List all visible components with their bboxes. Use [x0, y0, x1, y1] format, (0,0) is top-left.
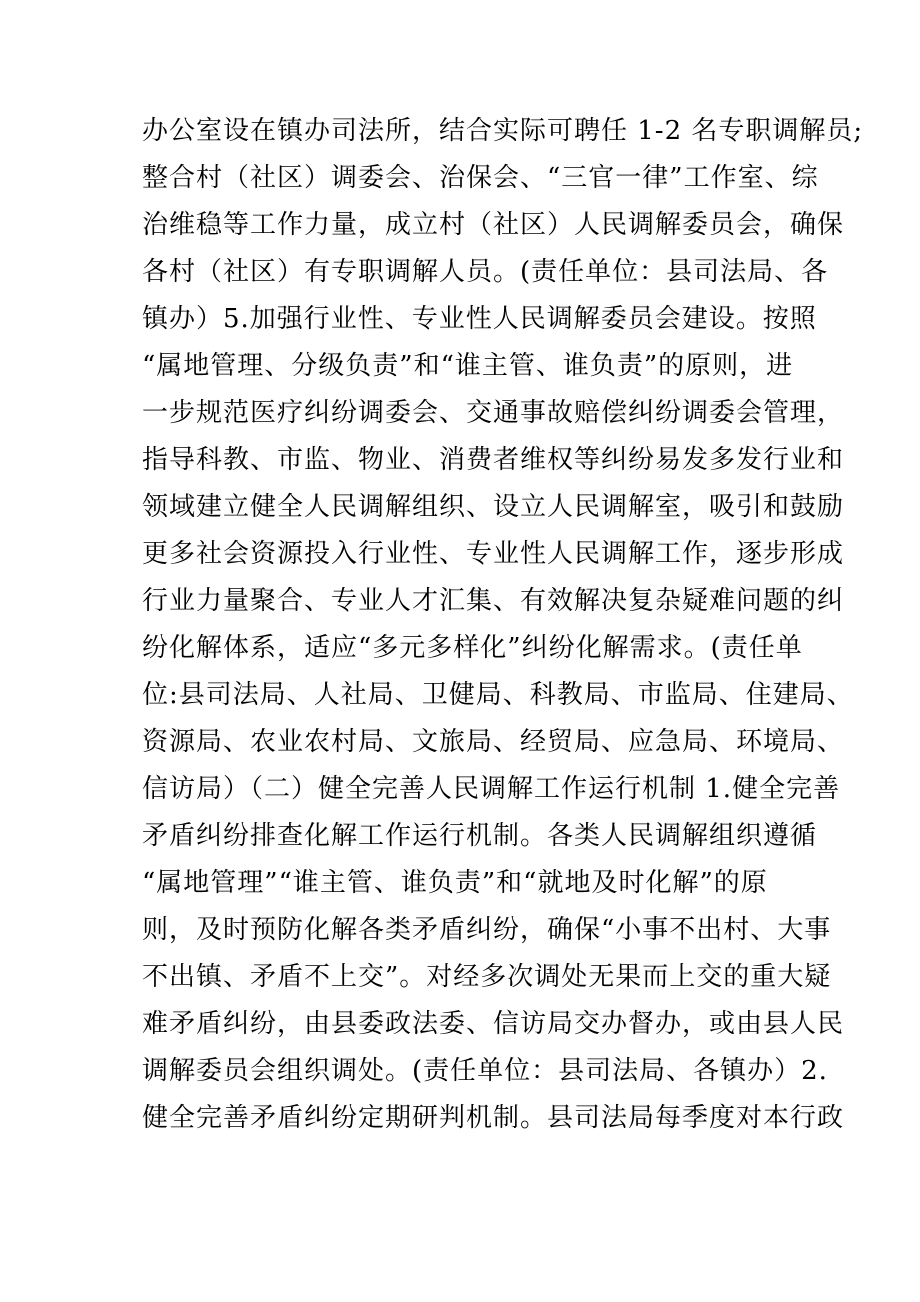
text-line: 资源局、农业农村局、文旅局、经贸局、应急局、环境局、 — [142, 727, 845, 757]
text-line: 难矛盾纠纷，由县委政法委、信访局交办督办，或由县人民 — [142, 1009, 845, 1039]
text-line: 位:县司法局、人社局、卫健局、科教局、市监局、住建局、 — [142, 680, 854, 710]
text-line: 不出镇、矛盾不上交”。对经多次调处无果而上交的重大疑 — [142, 962, 832, 992]
text-line: “属地管理、分级负责”和“谁主管、谁负责”的原则，进 — [142, 351, 794, 381]
text-line: 镇办）5.加强行业性、专业性人民调解委员会建设。按照 — [142, 304, 817, 334]
text-line: 指导科教、市监、物业、消费者维权等纠纷易发多发行业和 — [142, 445, 845, 475]
text-line: 治维稳等工作力量，成立村（社区）人民调解委员会，确保 — [142, 210, 845, 240]
text-line: 矛盾纠纷排查化解工作运行机制。各类人民调解组织遵循 — [142, 821, 818, 851]
text-line: 行业力量聚合、专业人才汇集、有效解决复杂疑难问题的纠 — [142, 586, 845, 616]
text-line: “属地管理”“谁主管、谁负责”和“就地及时化解”的原 — [142, 868, 768, 898]
text-line: 整合村（社区）调委会、治保会、“三官一律”工作室、综 — [142, 163, 819, 193]
text-line: 领域建立健全人民调解组织、设立人民调解室，吸引和鼓励 — [142, 492, 845, 522]
text-line: 办公室设在镇办司法所，结合实际可聘任 1-2 名专职调解员; — [142, 116, 864, 146]
body-text — [142, 108, 864, 1142]
text-line: 纷化解体系，适应“多元多样化”纠纷化解需求。(责任单 — [142, 633, 803, 663]
text-line: 一步规范医疗纠纷调委会、交通事故赔偿纠纷调委会管理， — [142, 398, 845, 428]
text-line: 调解委员会组织调处。(责任单位：县司法局、各镇办）2. — [142, 1056, 828, 1086]
text-line: 健全完善矛盾纠纷定期研判机制。县司法局每季度对本行政 — [142, 1103, 845, 1133]
text-line: 更多社会资源投入行业性、专业性人民调解工作，逐步形成 — [142, 539, 845, 569]
text-line: 信访局）（二）健全完善人民调解工作运行机制 1.健全完善 — [142, 774, 841, 804]
text-line: 则，及时预防化解各类矛盾纠纷，确保“小事不出村、大事 — [142, 915, 832, 945]
text-line: 各村（社区）有专职调解人员。(责任单位：县司法局、各 — [142, 257, 829, 287]
